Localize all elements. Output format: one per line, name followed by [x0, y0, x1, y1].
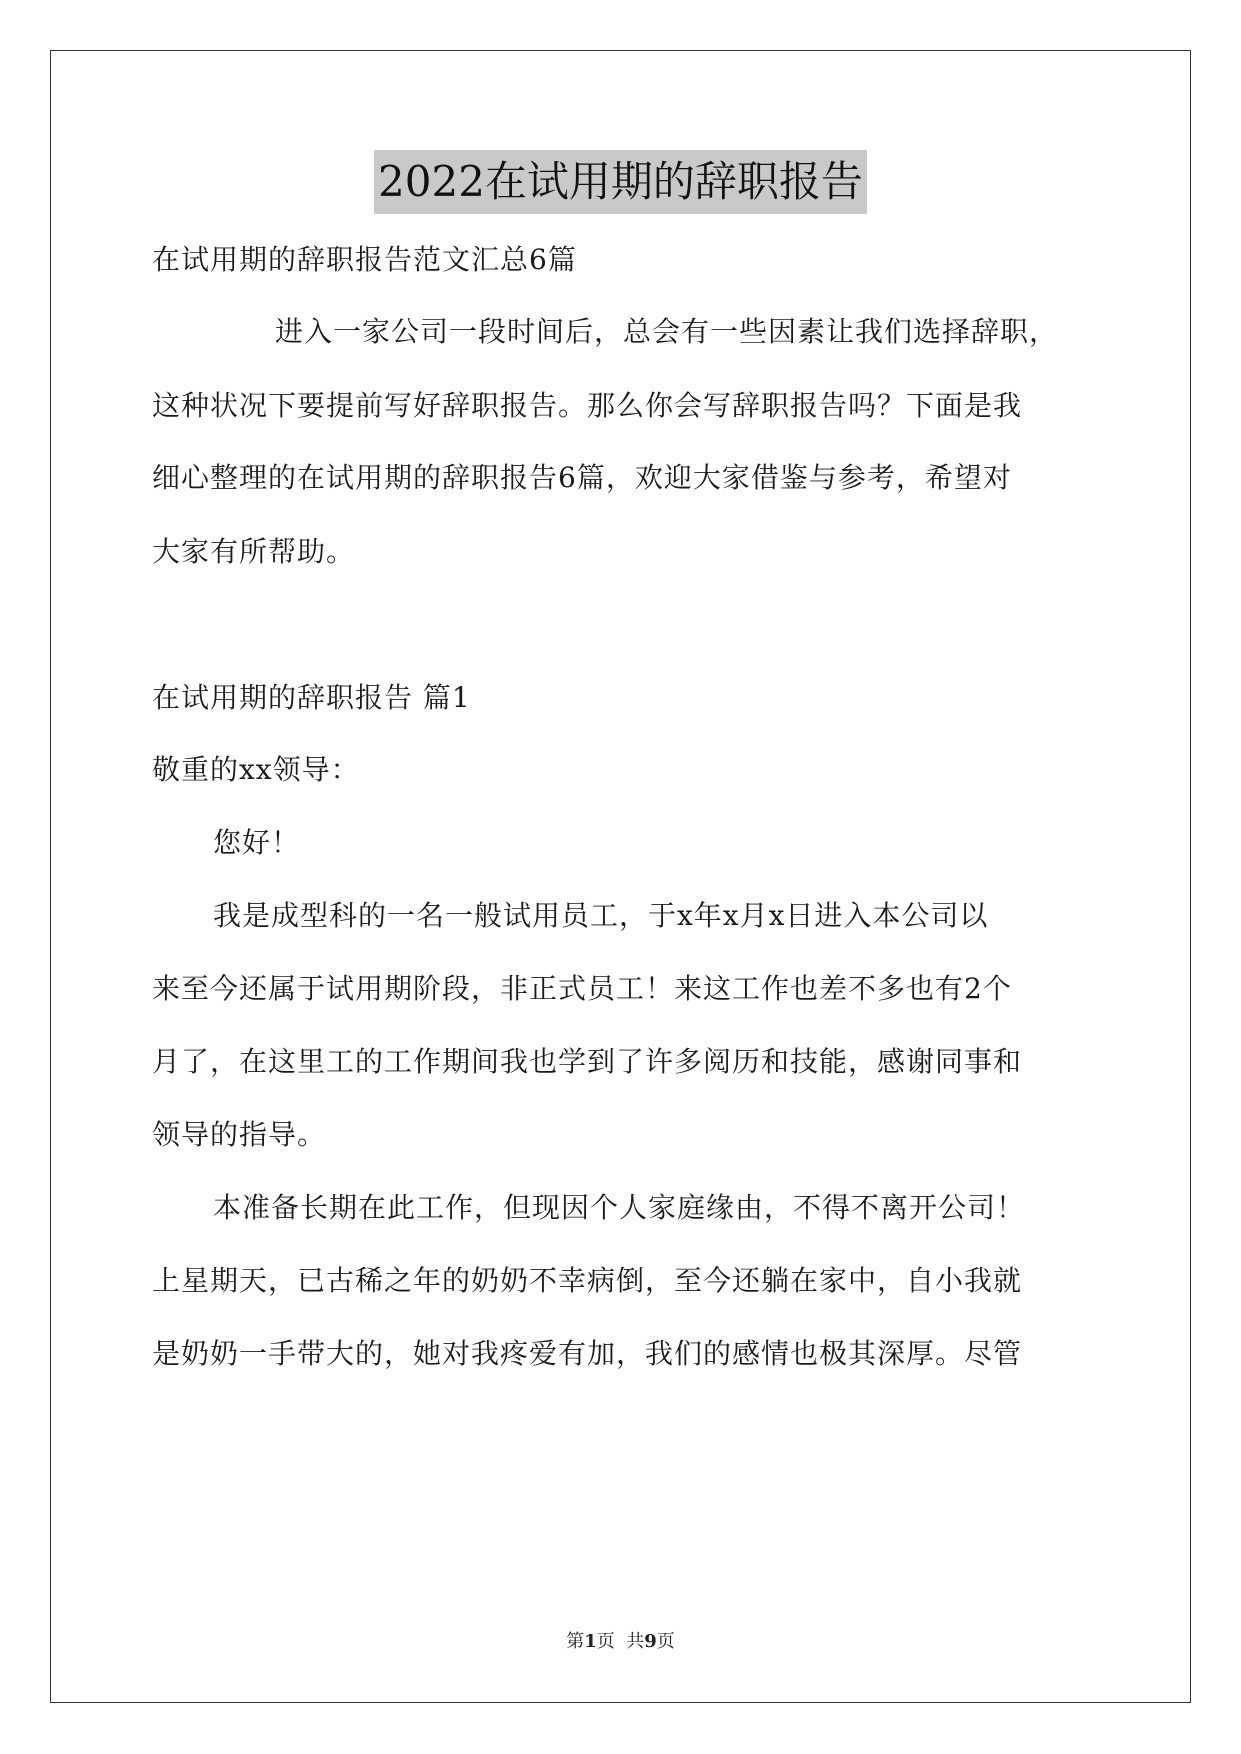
intro-line-3: 细心整理的在试用期的辞职报告6篇，欢迎大家借鉴与参考，希望对 — [152, 461, 1012, 494]
document-subtitle: 在试用期的辞职报告范文汇总6篇 — [152, 243, 577, 276]
paragraph1-line-2: 来至今还属于试用期阶段，非正式员工！来这工作也差不多也有2个 — [152, 972, 1012, 1005]
intro-line-4: 大家有所帮助。 — [152, 535, 356, 568]
paragraph2-line-3: 是奶奶一手带大的，她对我疼爱有加，我们的感情也极其深厚。尽管 — [152, 1337, 1023, 1370]
footer-page-prefix: 第 — [566, 1631, 585, 1652]
paragraph2-line-2: 上星期天，已古稀之年的奶奶不幸病倒，至今还躺在家中，自小我就 — [152, 1264, 1023, 1297]
paragraph1-line-1: 我是成型科的一名一般试用员工，于x年x月x日进入本公司以 — [213, 899, 989, 932]
document-title: 2022在试用期的辞职报告 — [374, 150, 867, 214]
section-heading: 在试用期的辞职报告 篇1 — [152, 681, 471, 714]
paragraph1-line-3: 月了，在这里工的工作期间我也学到了许多阅历和技能，感谢同事和 — [152, 1045, 1023, 1078]
title-container — [0, 150, 1241, 214]
greeting: 您好！ — [213, 826, 301, 859]
salutation: 敬重的xx领导： — [152, 753, 360, 786]
paragraph1-line-4: 领导的指导。 — [152, 1118, 327, 1151]
page-footer — [0, 1630, 1241, 1654]
footer-page-suffix: 页 — [656, 1631, 675, 1652]
intro-line-2: 这种状况下要提前写好辞职报告。那么你会写辞职报告吗？下面是我 — [152, 389, 1023, 422]
page-border — [50, 50, 1191, 1703]
intro-line-1: 进入一家公司一段时间后，总会有一些因素让我们选择辞职， — [275, 315, 1059, 348]
paragraph2-line-1: 本准备长期在此工作，但现因个人家庭缘由，不得不离开公司！ — [213, 1191, 1026, 1224]
footer-page-total: 9 — [644, 1631, 657, 1652]
footer-page-current: 1 — [584, 1631, 597, 1652]
footer-page-mid: 页 共 — [596, 1631, 645, 1652]
